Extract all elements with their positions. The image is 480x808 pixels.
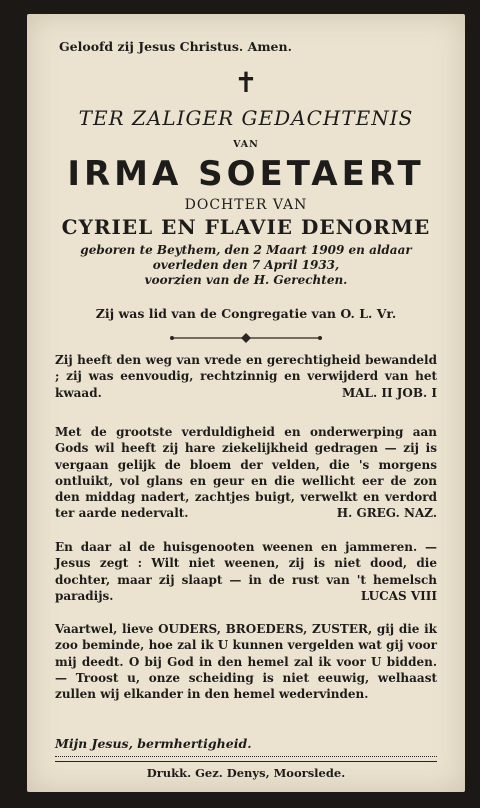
- ornament-divider: [27, 332, 465, 344]
- dotted-divider: [55, 756, 437, 757]
- birth-line: geboren te Beythem, den 2 Maart 1909 en aldaar: [80, 243, 412, 257]
- cross-icon: ✝: [234, 66, 258, 99]
- sacraments-line: voorzien van de H. Gerechten.: [144, 273, 348, 287]
- van-label: VAN: [233, 139, 259, 150]
- paragraph-4-text: Vaartwel, lieve OUDERS, BROEDERS, ZUSTER, gij die ik zoo beminde, hoe zal ik U kunnen vergelden wat gij voor mij deedt. O bij God in den hemel zal ik voor U bidden. — Troost u, onze scheiding is niet eeuwig, welhaast zullen wij elkander in den hemel wedervinden.: [55, 622, 437, 702]
- daughter-of-label: DOCHTER VAN: [184, 197, 308, 213]
- life-dates: [27, 243, 465, 288]
- paragraph-2-source: H. GREG. NAZ.: [336, 506, 437, 521]
- paragraph-2: [55, 424, 437, 522]
- closing-prayer: Mijn Jesus, bermhertigheid.: [55, 736, 252, 751]
- paragraph-1-source: MAL. II JOB. I: [341, 385, 437, 400]
- solid-divider: [55, 761, 437, 762]
- paragraph-3: [55, 539, 437, 604]
- congregation-line: Zij was lid van de Congregatie van O. L. Vr.: [95, 306, 397, 321]
- memorial-card: [27, 14, 465, 792]
- deceased-name: IRMA SOETAERT: [67, 154, 425, 194]
- printer-credit: Drukk. Gez. Denys, Moorslede.: [146, 766, 346, 780]
- paragraph-1-text: Zij heeft den weg van vrede en gerechtigheid bewandeld ; zij was eenvoudig, rechtzinnig en verwijderd van het kwaad.: [55, 353, 437, 400]
- paragraph-2-text: Met de grootste verduldigheid en onderwerping aan Gods wil heeft zij hare ziekelijkheid gedragen — zij is vergaan gelijk de bloem der velden, die 's morgens ontluikt, vol glans en geur en die wellicht eer de zon den middag nadert, zachtjes buigt, verwelkt en verdord ter aarde nedervalt.: [55, 425, 437, 521]
- parents-names: CYRIEL EN FLAVIE DENORME: [61, 215, 431, 239]
- paragraph-1: [55, 352, 437, 401]
- paragraph-4: [55, 621, 437, 702]
- memorial-title: TER ZALIGER GEDACHTENIS: [78, 106, 414, 130]
- paragraph-3-text: En daar al de huisgenooten weenen en jammeren. — Jesus zegt : Wilt niet weenen, zij is niet dood, die dochter, maar zij slaapt — in de rust van 't hemelsch paradijs.: [55, 540, 437, 603]
- death-line: overleden den 7 April 1933,: [152, 258, 340, 272]
- paragraph-3-source: LUCAS VIII: [360, 588, 437, 603]
- header-prayer: Geloofd zij Jesus Christus. Amen.: [59, 39, 292, 54]
